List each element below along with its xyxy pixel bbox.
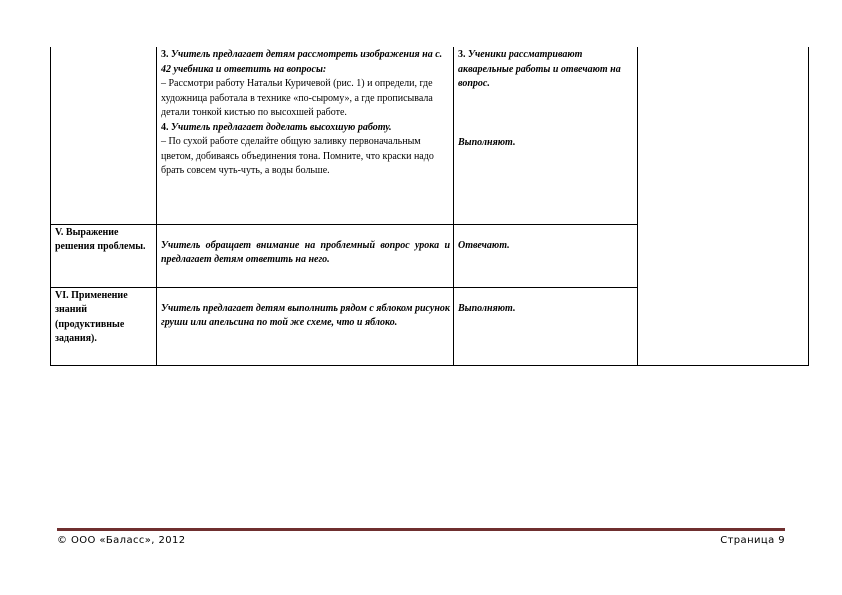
footer-copyright: © ООО «Баласс», 2012: [57, 535, 186, 546]
students-text: Выполняют.: [458, 302, 516, 314]
item-number: 3.: [458, 49, 466, 60]
teacher-question-text: – Рассмотри работу Натальи Куричевой (рис. 1) и определи, где художница работала в технике «по-сырому», а где прописывала детали тонкой кистью по высохшей работе.: [161, 78, 433, 118]
stage-name: V. Выражение решения проблемы.: [55, 226, 146, 252]
notes-cell: [638, 47, 809, 365]
stage-cell: [51, 47, 157, 224]
teacher-lead-text: Учитель предлагает доделать высохшую работу.: [168, 121, 392, 133]
item-number: 4.: [161, 121, 169, 133]
students-cell: [454, 224, 638, 287]
students-activity-text: Выполняют.: [458, 136, 516, 148]
item-number: 3.: [161, 49, 169, 60]
stage-cell: [51, 224, 157, 287]
table-row: [51, 47, 809, 224]
teacher-lead-text: Учитель предлагает детям рассмотреть изображения на с. 42 учебника и ответить на вопросы:: [161, 49, 443, 75]
lesson-table: [50, 47, 809, 366]
stage-cell: [51, 287, 157, 365]
students-cell: [454, 287, 638, 365]
students-activity-3: [458, 48, 634, 92]
teacher-text: Учитель предлагает детям выполнить рядом с яблоком рисунок груши или апельсина по той же схеме, что и яблоко.: [161, 302, 450, 328]
students-cell: [454, 47, 638, 224]
teacher-task-text: – По сухой работе сделайте общую заливку первоначальным цветом, добиваясь объединения тона. Помните, что краски надо брать совсем чуть-чуть, а воды больше.: [161, 136, 434, 176]
teacher-text: Учитель обращает внимание на проблемный вопрос урока и предлагает детям ответить на него.: [161, 239, 450, 265]
footer-divider: [57, 528, 785, 531]
students-lead-text: Ученики рассматривают акварельные работы и отвечают на вопрос.: [458, 49, 621, 89]
page-number: Страница 9: [720, 535, 785, 546]
teacher-instruction-3: [161, 48, 450, 77]
students-text: Отвечают.: [458, 239, 510, 251]
stage-name: VI. Применение знаний (продуктивные задания).: [55, 289, 128, 344]
teacher-cell: [157, 287, 454, 365]
teacher-instruction-4: [161, 121, 450, 136]
teacher-cell: [157, 47, 454, 224]
teacher-cell: [157, 224, 454, 287]
